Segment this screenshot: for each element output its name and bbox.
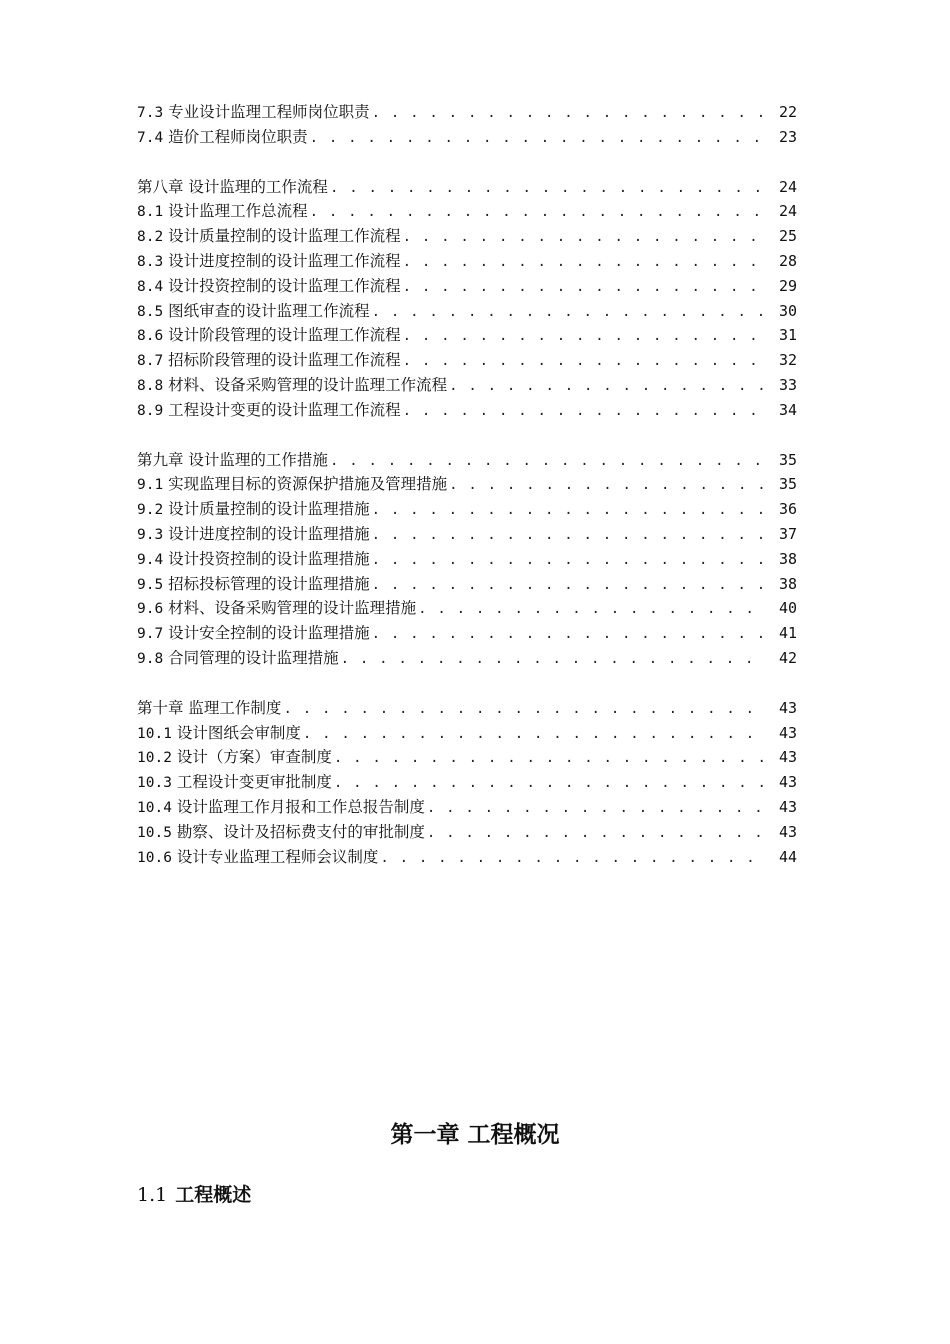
toc-page-number: 44 [778, 847, 797, 866]
toc-entry-title: 招标阶段管理的设计监理工作流程 [168, 351, 401, 370]
toc-entry[interactable] [137, 100, 797, 125]
toc-entry-label [137, 497, 372, 523]
toc-dot-leader [403, 399, 765, 424]
toc-entry-label [137, 249, 403, 275]
toc-entry[interactable] [137, 770, 797, 795]
toc-dot-leader [310, 126, 765, 151]
toc-page-number: 24 [778, 202, 797, 221]
toc-entry-title: 材料、设备采购管理的设计监理措施 [168, 599, 417, 618]
toc-entry-label [137, 820, 427, 846]
toc-entry[interactable] [137, 795, 797, 820]
toc-dot-leader [372, 548, 765, 573]
toc-dot-leader [449, 473, 765, 498]
toc-entry-label [137, 795, 427, 821]
toc-entry-number: 9.5 [137, 576, 164, 593]
toc-dot-leader [372, 300, 765, 325]
toc-entry-label [137, 448, 330, 473]
toc-entry-label [137, 175, 330, 200]
toc-dot-leader [403, 324, 765, 349]
toc-entry-label [137, 646, 341, 672]
toc-entry[interactable] [137, 646, 797, 671]
toc-entry[interactable] [137, 696, 797, 721]
section-number: 1.1 [137, 1184, 168, 1206]
toc-page-number: 43 [778, 698, 797, 717]
toc-entry-number: 9.4 [137, 551, 164, 568]
toc-entry-title: 图纸审查的设计监理工作流程 [168, 301, 370, 320]
toc-entry-label [137, 373, 449, 399]
toc-dot-leader [283, 697, 765, 722]
toc-entry[interactable] [137, 373, 797, 398]
toc-entry-number: 8.4 [137, 278, 164, 295]
toc-page-number: 28 [778, 251, 797, 270]
toc-entry-title: 设计（方案）审查制度 [176, 748, 332, 767]
toc-entry-number: 10.1 [137, 725, 172, 742]
toc-entry-title: 设计进度控制的设计监理措施 [168, 524, 370, 543]
toc-entry-title: 第八章 设计监理的工作流程 [137, 177, 328, 196]
toc-dot-leader [380, 846, 765, 871]
toc-entry-number: 7.4 [137, 129, 164, 146]
toc-entry-number: 9.7 [137, 626, 164, 643]
toc-dot-leader [427, 821, 765, 846]
toc-entry-number: 7.3 [137, 105, 164, 121]
toc-dot-leader [330, 449, 765, 474]
section-title: 工程概述 [175, 1184, 252, 1206]
toc-entry[interactable] [137, 547, 797, 572]
toc-page-number: 33 [778, 375, 797, 394]
toc-page-number: 35 [778, 450, 797, 469]
toc-page-number: 23 [778, 127, 797, 146]
toc-page-number: 25 [778, 227, 797, 246]
toc-page-number: 43 [778, 773, 797, 792]
toc-page-number: 24 [778, 177, 797, 196]
toc-entry-label [137, 398, 403, 424]
toc-page-number: 35 [778, 475, 797, 494]
toc-dot-leader [418, 597, 765, 622]
toc-dot-leader [303, 722, 765, 747]
toc-page-number: 43 [778, 723, 797, 742]
toc-entry-title: 专业设计监理工程师岗位职责 [168, 103, 370, 121]
toc-entry-label [137, 745, 334, 771]
toc-entry-label [137, 125, 310, 151]
toc-entry[interactable] [137, 497, 797, 522]
toc-entry[interactable] [137, 323, 797, 348]
toc-page-number: 43 [778, 797, 797, 816]
toc-dot-leader [334, 771, 765, 796]
toc-entry-label [137, 547, 372, 573]
toc-dot-leader [372, 573, 765, 598]
toc-page-number: 38 [778, 549, 797, 568]
toc-dot-leader [427, 796, 765, 821]
toc-dot-leader [449, 374, 765, 399]
toc-dot-leader [372, 101, 765, 126]
toc-dot-leader [372, 523, 765, 548]
toc-entry-number: 10.5 [137, 824, 172, 841]
toc-entry-label [137, 224, 403, 250]
toc-entry[interactable] [137, 721, 797, 746]
toc-page-number: 32 [778, 351, 797, 370]
toc-page-number: 38 [778, 574, 797, 593]
toc-entry-title: 第九章 设计监理的工作措施 [137, 450, 328, 469]
toc-entry[interactable] [137, 224, 797, 249]
toc-entry-label [137, 299, 372, 325]
toc-entry-label [137, 621, 372, 647]
toc-page-number: 31 [778, 326, 797, 345]
toc-entry[interactable] [137, 299, 797, 324]
toc-entry[interactable] [137, 621, 797, 646]
toc-page-number: 30 [778, 301, 797, 320]
toc-entry-number: 9.2 [137, 502, 164, 519]
toc-entry[interactable] [137, 522, 797, 547]
toc-entry-number: 10.3 [137, 775, 172, 792]
toc-page-number: 43 [778, 822, 797, 841]
toc-entry-title: 合同管理的设计监理措施 [168, 648, 339, 667]
toc-entry-number: 10.2 [137, 750, 172, 767]
toc-entry-number: 10.4 [137, 799, 172, 816]
toc-entry-label [137, 770, 334, 796]
toc-entry[interactable] [137, 472, 797, 497]
toc-entry-label [137, 522, 372, 548]
toc-group [137, 448, 797, 671]
toc-entry-label [137, 596, 418, 622]
toc-entry-number: 9.8 [137, 650, 164, 667]
toc-page-number: 37 [778, 524, 797, 543]
toc-page-number: 41 [778, 624, 797, 643]
toc-entry-label [137, 323, 403, 349]
toc-page-number: 29 [778, 276, 797, 295]
toc-dot-leader [403, 225, 765, 250]
toc-dot-leader [330, 176, 765, 201]
toc-entry-label [137, 845, 380, 871]
toc-page-number: 34 [778, 400, 797, 419]
toc-entry[interactable] [137, 199, 797, 224]
toc-entry-title: 设计质量控制的设计监理措施 [168, 500, 370, 519]
toc-entry[interactable] [137, 820, 797, 845]
toc-entry-title: 勘察、设计及招标费支付的审批制度 [176, 822, 425, 841]
toc-entry-title: 设计监理工作总流程 [168, 202, 308, 221]
toc-entry-number: 8.1 [137, 204, 164, 221]
toc-entry-number: 8.5 [137, 303, 164, 320]
toc-dot-leader [403, 349, 765, 374]
toc-entry[interactable] [137, 125, 797, 150]
toc-entry-title: 招标投标管理的设计监理措施 [168, 574, 370, 593]
toc-entry-title: 材料、设备采购管理的设计监理工作流程 [168, 375, 448, 394]
toc-entry-title: 设计图纸会审制度 [176, 723, 301, 742]
toc-entry-number: 10.6 [137, 849, 172, 866]
toc-entry-label [137, 274, 403, 300]
toc-entry-number: 9.1 [137, 477, 164, 494]
table-of-contents [137, 100, 797, 894]
toc-entry[interactable] [137, 845, 797, 870]
chapter-title: 第一章 工程概况 [390, 1122, 560, 1148]
toc-entry-number: 9.3 [137, 526, 164, 543]
toc-entry-title: 设计阶段管理的设计监理工作流程 [168, 326, 401, 345]
toc-entry-title: 设计投资控制的设计监理措施 [168, 549, 370, 568]
toc-page-number: 40 [778, 599, 797, 618]
toc-page-number: 43 [778, 748, 797, 767]
toc-entry-number: 8.9 [137, 402, 164, 419]
toc-entry-title: 设计进度控制的设计监理工作流程 [168, 251, 401, 270]
toc-entry[interactable] [137, 572, 797, 597]
toc-entry[interactable] [137, 398, 797, 423]
toc-entry-label [137, 199, 310, 225]
toc-entry-title: 设计安全控制的设计监理措施 [168, 624, 370, 643]
toc-entry-label [137, 721, 303, 747]
toc-entry[interactable] [137, 249, 797, 274]
section-heading [137, 1180, 251, 1207]
toc-entry-label [137, 696, 283, 721]
toc-entry[interactable] [137, 596, 797, 621]
toc-entry-label [137, 472, 449, 498]
toc-entry-title: 造价工程师岗位职责 [168, 127, 308, 146]
toc-page-number: 42 [778, 648, 797, 667]
toc-entry[interactable] [137, 745, 797, 770]
toc-dot-leader [372, 622, 765, 647]
toc-page-number: 36 [778, 500, 797, 519]
toc-dot-leader [334, 746, 765, 771]
toc-group [137, 100, 797, 150]
toc-entry-number: 8.7 [137, 353, 164, 370]
toc-dot-leader [403, 250, 765, 275]
toc-entry-number: 9.6 [137, 601, 164, 618]
toc-entry-label [137, 100, 372, 126]
toc-dot-leader [403, 275, 765, 300]
toc-entry-label [137, 572, 372, 598]
toc-entry-title: 设计投资控制的设计监理工作流程 [168, 276, 401, 295]
toc-entry[interactable] [137, 448, 797, 473]
toc-entry-title: 工程设计变更审批制度 [176, 773, 332, 792]
toc-entry-number: 8.2 [137, 229, 164, 246]
toc-entry[interactable] [137, 175, 797, 200]
toc-entry[interactable] [137, 348, 797, 373]
toc-entry-title: 工程设计变更的设计监理工作流程 [168, 400, 401, 419]
toc-entry-label [137, 348, 403, 374]
toc-page-number: 22 [778, 103, 797, 121]
toc-entry-title: 实现监理目标的资源保护措施及管理措施 [168, 475, 448, 494]
toc-entry-number: 8.6 [137, 328, 164, 345]
toc-entry[interactable] [137, 274, 797, 299]
toc-entry-title: 设计质量控制的设计监理工作流程 [168, 227, 401, 246]
toc-group [137, 175, 797, 423]
toc-entry-number: 8.3 [137, 253, 164, 270]
toc-dot-leader [310, 200, 765, 225]
toc-entry-title: 设计专业监理工程师会议制度 [176, 847, 379, 866]
toc-dot-leader [341, 647, 765, 672]
toc-dot-leader [372, 498, 765, 523]
toc-group [137, 696, 797, 870]
toc-entry-number: 8.8 [137, 377, 164, 394]
toc-entry-title: 第十章 监理工作制度 [137, 698, 282, 717]
toc-entry-title: 设计监理工作月报和工作总报告制度 [176, 797, 425, 816]
